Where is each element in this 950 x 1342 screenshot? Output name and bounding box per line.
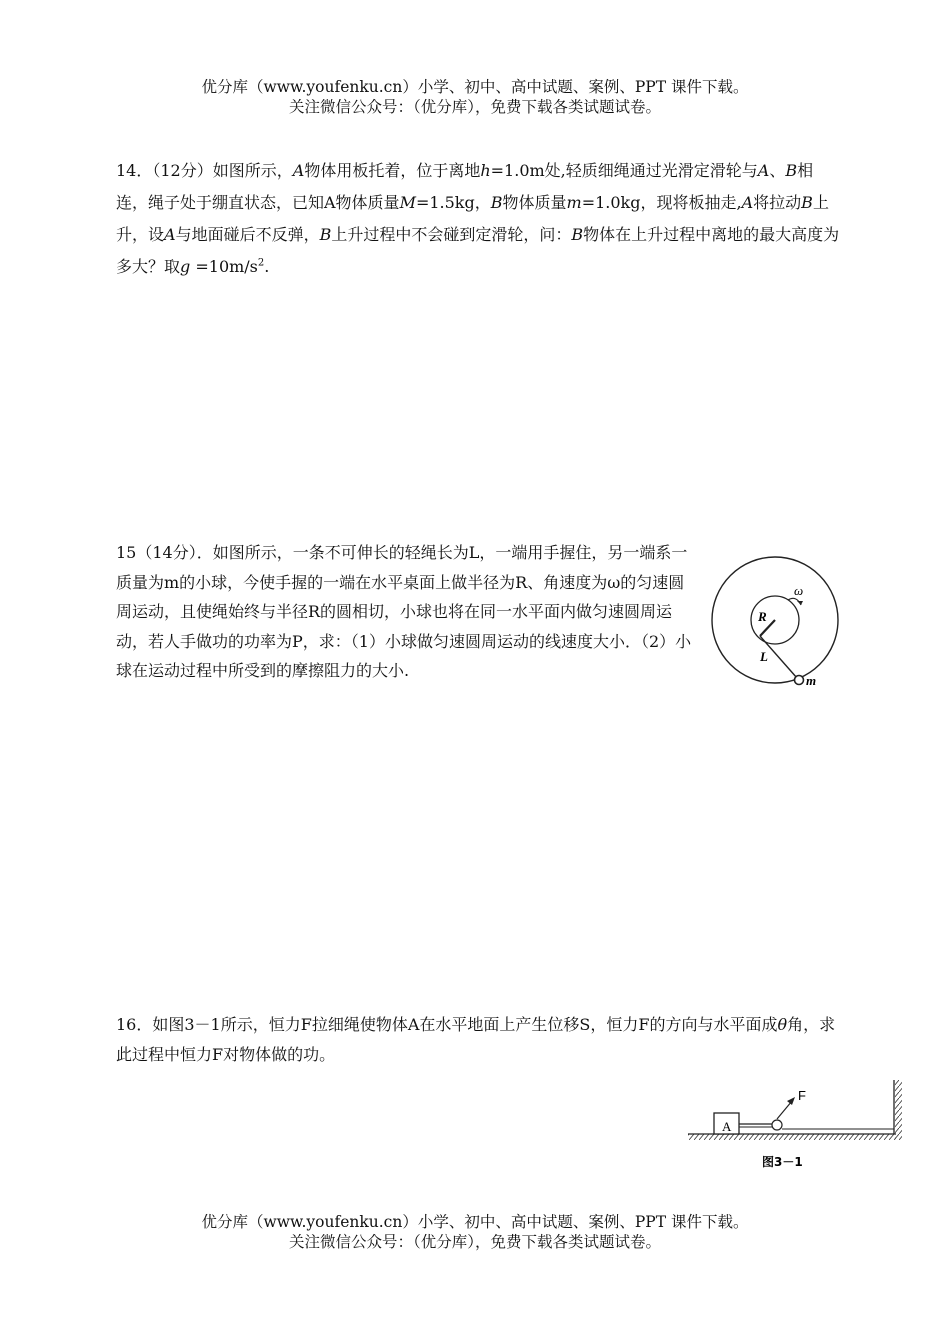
label-R: R	[758, 609, 767, 624]
question-14: 14．（12分）如图所示，A物体用板托着，位于离地h=1.0m处,轻质细绳通过光滑定滑轮与A、B相连，绳子处于绷直状态，已知A物体质量M=1.5kg，B物体质量m=1.0kg，现将板抽走,A将拉动B上升，设A与地面碰后不反弹，B上升过程中不会碰到定滑轮，问：B物体在上升过程中离地的最大高度为多大？取$g =10m/s^2$.	[116, 161, 840, 276]
question-16: 16．如图3－1所示，恒力F拉细绳使物体A在水平地面上产生位移S，恒力F的方向与水平面成θ角，求此过程中恒力F对物体做的功。	[116, 1015, 836, 1064]
label-F: F	[798, 1088, 806, 1103]
footer-line-2: 关注微信公众号：（优分库），免费下载各类试题试卷。	[288, 1233, 661, 1251]
header-line-2: 关注微信公众号：（优分库），免费下载各类试题试卷。	[288, 98, 661, 116]
q14-number: 14．（12分）	[116, 161, 213, 180]
header-line-1: 优分库（www.youfenku.cn）小学、初中、高中试题、案例、PPT 课件下载。	[201, 78, 749, 96]
ball	[795, 676, 804, 685]
force-arrow-icon	[787, 1097, 795, 1105]
footer-line-1: 优分库（www.youfenku.cn）小学、初中、高中试题、案例、PPT 课件下载。	[201, 1213, 749, 1231]
label-omega: ω	[794, 583, 804, 598]
figure-caption: 图3－1	[762, 1155, 803, 1169]
ground-hatch	[688, 1134, 896, 1140]
pulley	[772, 1120, 782, 1130]
circular-motion-diagram	[700, 555, 850, 693]
page-footer	[0, 1212, 950, 1252]
force-diagram	[684, 1074, 908, 1176]
label-m: m	[806, 673, 817, 688]
force-line	[777, 1101, 792, 1119]
page-header	[0, 77, 950, 117]
arrow-head-icon	[797, 601, 803, 605]
label-A: A	[722, 1119, 732, 1134]
label-L: L	[760, 649, 768, 664]
question-15: 15（14分）．如图所示，一条不可伸长的轻绳长为L，一端用手握住，另一端系一质量为m的小球，今使手握的一端在水平桌面上做半径为R、角速度为ω的匀速圆周运动，且使绳始终与半径R的圆相切，小球也将在同一水平面内做匀速圆周运动，若人手做功的功率为P，求：（1）小球做匀速圆周运动的线速度大小．（2）小球在运动过程中所受到的摩擦阻力的大小.	[116, 543, 692, 680]
wall-hatch	[895, 1080, 902, 1140]
